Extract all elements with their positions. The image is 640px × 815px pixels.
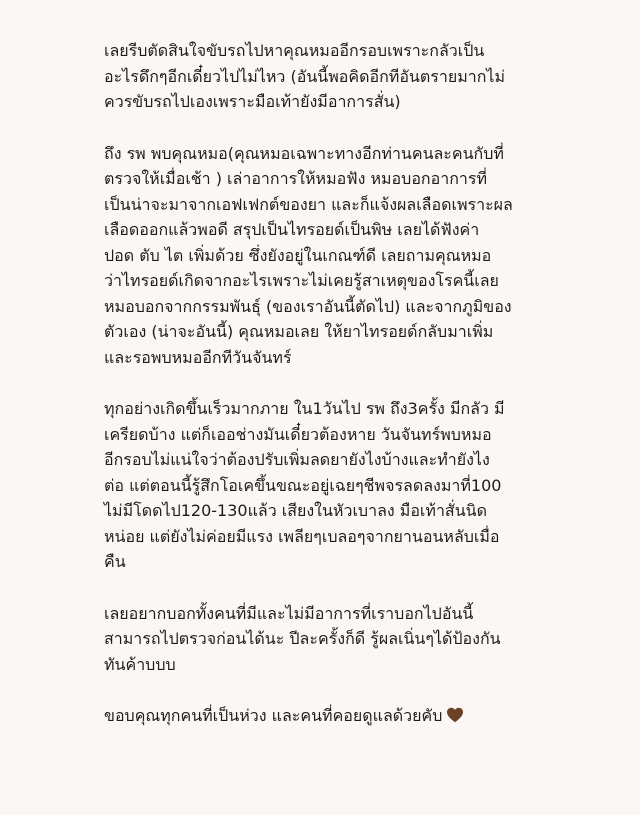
thanks-text: ขอบคุณทุกคนที่เป็นห่วง และคนที่คอยดูแลด้วยคับ	[104, 706, 443, 725]
brown-heart-icon	[446, 707, 464, 723]
text-line: คืน	[104, 552, 126, 571]
text-line-with-heart	[104, 703, 588, 729]
text-line: ตัวเอง (น่าจะอันนี้) คุณหมอเลย ให้ยาไทรอยด์กลับมาเพิ่ม	[104, 322, 494, 341]
text-line: อะไรดึกๆอีกเดี๋ยวไปไม่ไหว (อันนี้พอคิดอีกทีอันตรายมากไม่	[104, 66, 506, 86]
paragraph-3	[104, 396, 588, 575]
text-line: ปอด ตับ ไต เพิ่มด้วย ซึ่งยังอยู่ในเกณฑ์ดี เลยถามคุณหมอ	[104, 245, 492, 265]
text-line: ตรวจให้เมื่อเช้า ) เล่าอาการให้หมอฟัง หมอบอกอาการที่	[104, 169, 488, 188]
paragraph-2	[104, 141, 588, 371]
text-line: เลือดออกแล้วพอดี สรุปเป็นไทรอยด์เป็นพิษ เลยได้ฟังค่า	[104, 220, 480, 239]
text-line: เลยรีบตัดสินใจขับรถไปหาคุณหมออีกรอบเพราะกลัวเป็น	[104, 41, 485, 60]
text-line: ควรขับรถไปเองเพราะมือเท้ายังมีอาการสั่น)	[104, 92, 401, 111]
paragraph-5	[104, 703, 588, 729]
text-line: ต่อ แต่ตอนนี้รู้สึกโอเคขึ้นขณะอยู่เฉยๆชีพจรลดลงมาที่100	[104, 475, 502, 495]
text-line: ทุกอย่างเกิดขึ้นเร็วมากภาย ใน1วันไป รพ ถึง3ครั้ง มีกลัว มี	[104, 399, 505, 418]
paragraph-4	[104, 601, 588, 678]
text-line: ไม่มีโดดไป120-130แล้ว เสียงในหัวเบาลง มือเท้าสั่นนิด	[104, 501, 487, 520]
text-line: เลยอยากบอกทั้งคนที่มีและไม่มีอาการที่เราบอกไปอันนี้	[104, 603, 474, 623]
text-line: เครียดบ้าง แต่ก็เออช่างมันเดี๋ยวต้องหาย วันจันทร์พบหมอ	[104, 424, 492, 444]
text-line: ทันค้าบบบ	[104, 654, 176, 674]
text-line: หมอบอกจากกรรมพันธุ์ (ของเราอันนี้ตัดไป) และจากภูมิของ	[104, 296, 512, 316]
text-line: และรอพบหมออีกทีวันจันทร์	[104, 347, 292, 367]
text-line: หน่อย แต่ยังไม่ค่อยมีแรง เพลียๆเบลอๆจากยานอนหลับเมื่อ	[104, 526, 500, 546]
paragraph-1	[104, 38, 588, 115]
text-line: สามารถไปตรวจก่อนได้นะ ปีละครั้งก็ดี รู้ผลเนิ่นๆได้ป้องกัน	[104, 629, 501, 648]
text-line: ว่าไทรอยด์เกิดจากอะไรเพราะไม่เคยรู้สาเหตุของโรคนี้เลย	[104, 271, 499, 290]
text-line: อีกรอบไม่แน่ใจว่าต้องปรับเพิ่มลดยายังไงบ้างและทำยังไง	[104, 450, 490, 469]
heart-shape	[447, 708, 463, 723]
text-line: ถึง รพ พบคุณหมอ(คุณหมอเฉพาะทางอีกท่านคนละคนกับที่	[104, 143, 504, 163]
text-line: เป็นน่าจะมาจากเอฟเฟกต์ของยา และก็แจ้งผลเลือดเพราะผล	[104, 194, 513, 214]
